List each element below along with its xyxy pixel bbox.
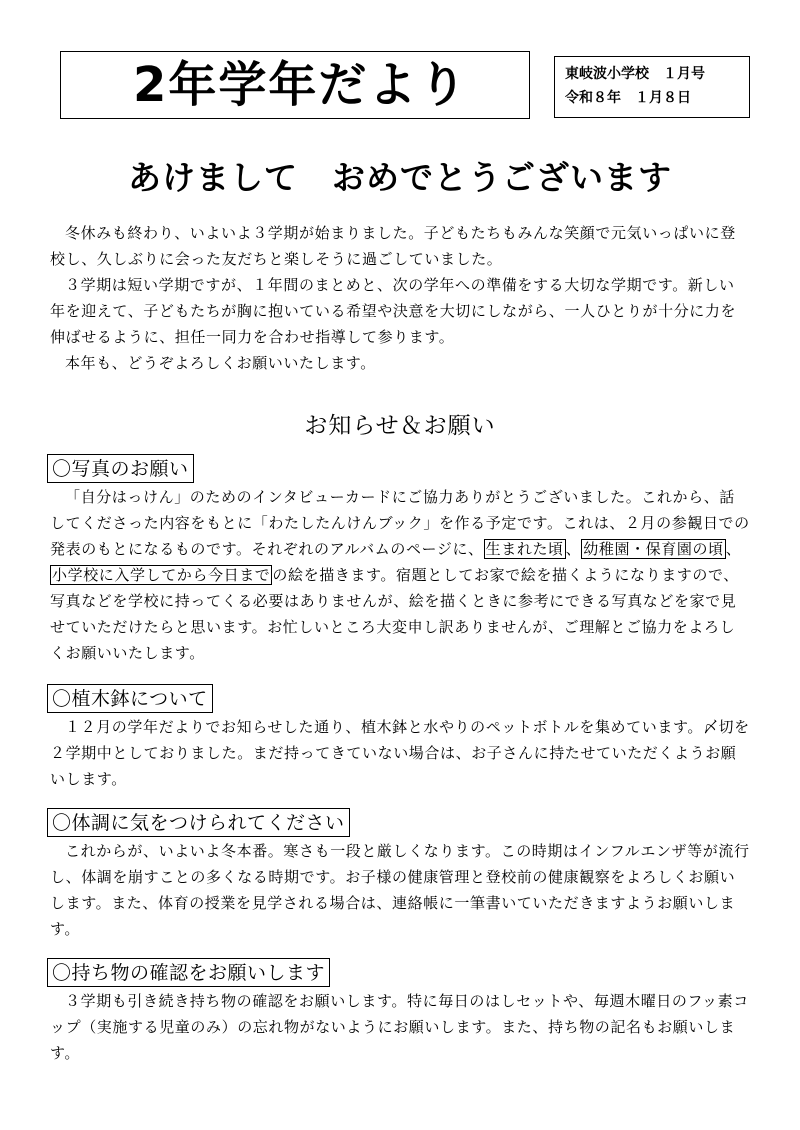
intro-paragraph-3: 本年も、どうぞよろしくお願いいたします。 (65, 354, 376, 372)
photo-text-b: の絵を描きます。宿題としてお家で絵を描くようになりますので、写真などを学校に持ってくる必要はありませんが、絵を描くときに参考にできる写真などを家で見せていただけたらと思います。お忙しいところ大変申し訳ありませんが、ご理解とご協力をよろしくお願いいたします。 (50, 566, 739, 662)
term-kindergarten: 幼稚園・保育園の頃 (583, 540, 724, 558)
term-school: 小学校に入学してから今日まで (52, 566, 271, 584)
plant-pot-section-title: 〇植木鉢について (47, 684, 213, 713)
health-section-body (50, 838, 750, 942)
notices-heading: お知らせ＆お願い (304, 413, 496, 439)
health-section-title: 〇体調に気をつけられてください (47, 808, 350, 837)
intro-paragraph-2: ３学期は短い学期ですが、１年間のまとめと、次の学年への準備をする大切な学期です。新しい年を迎えて、子どもたちが胸に抱いている希望や決意を大切にしながら、一人ひとりが十分に力を伸ばせるように、担任一同力を合わせ指導して参ります。 (50, 276, 737, 346)
plant-pot-section-text: １２月の学年だよりでお知らせした通り、植木鉢と水やりのペットボトルを集めています。〆切を２学期中としておりました。まだ持ってきていない場合は、お子さんに持たせていただくようお願いします。 (50, 718, 750, 788)
intro-section (50, 220, 750, 376)
issue-info-box (554, 56, 750, 118)
separator-2: 、 (725, 540, 742, 558)
photo-section-title: 〇写真のお願い (47, 454, 194, 483)
belongings-section-body (50, 988, 750, 1066)
belongings-section-text: ３学期も引き続き持ち物の確認をお願いします。特に毎日のはしセットや、毎週木曜日のフッ素コップ（実施する児童のみ）の忘れ物がないようにお願いします。また、持ち物の記名もお願いします。 (50, 992, 749, 1062)
term-birth: 生まれた頃 (485, 540, 564, 558)
health-section-text: これからが、いよいよ冬本番。寒さも一段と厳しくなります。この時期はインフルエンザ等が流行し、体調を崩すことの多くなる時期です。お子様の健康管理と登校前の健康観察をよろしくお願いします。また、体育の授業を見学される場合は、連絡帳に一筆書いていただきますようお願いします。 (50, 842, 750, 938)
photo-section-body (50, 484, 750, 666)
plant-pot-section-body (50, 714, 750, 792)
separator-1: 、 (565, 540, 582, 558)
intro-paragraph-1: 冬休みも終わり、いよいよ３学期が始まりました。子どもたちもみんな笑顔で元気いっぱいに登校し、久しぶりに会った友だちと楽しそうに過ごしていました。 (50, 224, 736, 268)
new-year-greeting: あけまして おめでとうございます (128, 158, 672, 197)
photo-text-a: 「自分はっけん」のためのインタビューカードにご協力ありがとうございました。これから、話してくださった内容をもとに「わたしたんけんブック」を作る予定です。これは、２月の参観日での発表のもとになるものです。それぞれのアルバムのページに、 (50, 488, 750, 558)
issue-date: 令和８年 １月８日 (565, 90, 691, 106)
school-name: 東岐波小学校 １月号 (565, 66, 705, 82)
newsletter-title: 2年学年だより (133, 57, 469, 113)
belongings-section-title: 〇持ち物の確認をお願いします (47, 958, 330, 987)
photo-section-text (50, 484, 750, 666)
newsletter-title-box (60, 51, 530, 119)
